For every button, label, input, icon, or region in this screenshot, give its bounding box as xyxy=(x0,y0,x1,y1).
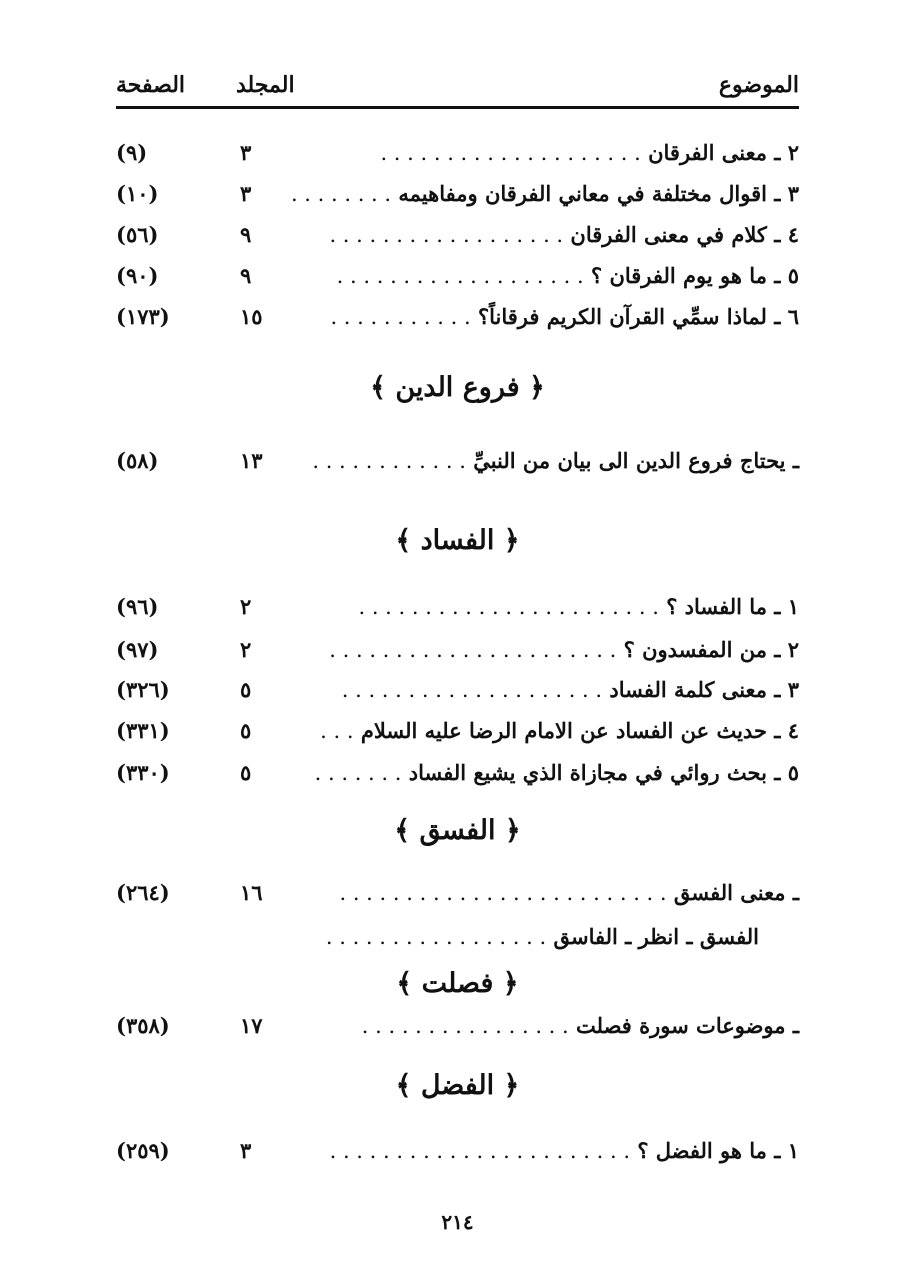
entry-page: (٥٦) xyxy=(116,222,159,247)
entry-title: ـ موضوعات سورة فصلت . . . . . . . . . . . . . . . . xyxy=(361,1013,799,1038)
entry-title: ٦ ـ لماذا سمِّي القرآن الكريم فرقاناً؟ . . . . . . . . . . . xyxy=(330,304,799,329)
header-page: الصفحة xyxy=(116,72,186,98)
entry-title: ٤ ـ حديث عن الفساد عن الامام الرضا عليه السلام . . . xyxy=(320,718,799,743)
entry-page: (٩٧) xyxy=(116,637,159,662)
entry-page: (٣٢٦) xyxy=(116,677,170,702)
entry-title: ٢ ـ معنى الفرقان . . . . . . . . . . . . . . . . . . . . xyxy=(380,140,799,165)
index-entry xyxy=(116,718,799,752)
leader-dots: . . . . . . . . . . . . . . . . xyxy=(361,1014,569,1038)
section-heading: ﴿ فروع الدين ﴾ xyxy=(370,372,545,403)
entry-page: (٢٥٩) xyxy=(116,1138,170,1163)
entry-volume: ١٧ xyxy=(240,1013,263,1038)
entry-title: ٣ ـ معنى كلمة الفساد . . . . . . . . . . . . . . . . . . . . xyxy=(341,677,799,702)
entry-page: (٣٥٨) xyxy=(116,1013,170,1038)
entry-page: (٣٣٠) xyxy=(116,760,170,785)
entry-volume: ٢ xyxy=(240,637,252,662)
entry-page: (١٠) xyxy=(116,181,159,206)
entry-title: ـ يحتاج فروع الدين الى بيان من النبيِّ . . . . . . . . . . . . xyxy=(312,448,799,473)
index-entry xyxy=(116,181,799,215)
entry-volume: ١٣ xyxy=(240,448,263,473)
entry-title: ٥ ـ بحث روائي في مجازاة الذي يشيع الفساد . . . . . . . xyxy=(314,760,799,785)
entry-page: (١٧٣) xyxy=(116,304,170,329)
entry-page: (٥٨) xyxy=(116,448,159,473)
entry-volume: ١٥ xyxy=(240,304,263,329)
entry-title: ٥ ـ ما هو يوم الفرقان ؟ . . . . . . . . . . . . . . . . . . . xyxy=(336,263,799,288)
entry-volume: ٩ xyxy=(240,222,252,247)
header-topic: الموضوع xyxy=(718,72,799,98)
index-entry xyxy=(116,140,799,174)
section-heading: ﴿ الفساد ﴾ xyxy=(395,525,520,556)
entry-page: (٢٦٤) xyxy=(116,880,170,905)
section-heading: ﴿ الفضل ﴾ xyxy=(395,1070,520,1101)
section-heading: ﴿ فصلت ﴾ xyxy=(396,968,519,999)
table-header xyxy=(116,66,799,109)
leader-dots: . . . . . . . xyxy=(314,761,402,785)
index-entry xyxy=(116,594,799,628)
entry-volume: ٣ xyxy=(240,181,252,206)
leader-dots: . . . . . . . . . . . . . . . . . . . . . . xyxy=(329,638,617,662)
index-entry xyxy=(116,880,799,914)
leader-dots: . . . xyxy=(320,719,354,743)
section-heading: ﴿ الفسق ﴾ xyxy=(394,815,521,846)
index-entry xyxy=(116,924,799,958)
index-entry xyxy=(116,1013,799,1047)
entry-title: ٢ ـ من المفسدون ؟ . . . . . . . . . . . . . . . . . . . . . . xyxy=(329,637,799,662)
entry-volume: ١٦ xyxy=(240,880,263,905)
leader-dots: . . . . . . . . . . . . . . . . . . . . xyxy=(341,678,603,702)
index-entry xyxy=(116,760,799,794)
leader-dots: . . . . . . . . . . . . . . . . . . . . . . . . . xyxy=(339,881,667,905)
header-volume: المجلد xyxy=(236,72,295,98)
index-entry xyxy=(116,263,799,297)
entry-page: (٩٠) xyxy=(116,263,159,288)
entry-page: (٣٣١) xyxy=(116,718,170,743)
entry-volume: ٥ xyxy=(240,677,252,702)
entry-title: الفسق ـ انظر ـ الفاسق . . . . . . . . . . . . . . . . . xyxy=(325,924,759,949)
entry-volume: ٥ xyxy=(240,718,252,743)
entry-volume: ٩ xyxy=(240,263,252,288)
entry-volume: ٣ xyxy=(240,140,252,165)
leader-dots: . . . . . . . . . . . . . . . . . xyxy=(325,925,547,949)
entry-title: ـ معنى الفسق . . . . . . . . . . . . . . . . . . . . . . . . . xyxy=(339,880,799,905)
index-entry xyxy=(116,677,799,711)
entry-title: ٤ ـ كلام في معنى الفرقان . . . . . . . . . . . . . . . . . . xyxy=(329,222,799,247)
leader-dots: . . . . . . . . . . . . . . . . . . . xyxy=(336,264,584,288)
index-entry xyxy=(116,448,799,482)
entry-title: ١ ـ ما هو الفضل ؟ . . . . . . . . . . . . . . . . . . . . . . . xyxy=(329,1138,799,1163)
entry-page: (٩٦) xyxy=(116,594,159,619)
leader-dots: . . . . . . . . . . . . . . . . . . xyxy=(329,223,564,247)
index-entry xyxy=(116,637,799,671)
leader-dots: . . . . . . . . . . . xyxy=(330,305,471,329)
index-entry xyxy=(116,222,799,256)
entry-volume: ٣ xyxy=(240,1138,252,1163)
page-number: ٢١٤ xyxy=(441,1210,474,1234)
entry-title: ١ ـ ما الفساد ؟ . . . . . . . . . . . . . . . . . . . . . . . xyxy=(358,594,799,619)
entry-title: ٣ ـ اقوال مختلفة في معاني الفرقان ومفاهيمه . . . . . . . . xyxy=(290,181,799,206)
entry-page: (٩) xyxy=(116,140,148,165)
entry-volume: ٥ xyxy=(240,760,252,785)
leader-dots: . . . . . . . . . . . . xyxy=(312,449,466,473)
index-entry xyxy=(116,1138,799,1172)
leader-dots: . . . . . . . . xyxy=(290,182,392,206)
leader-dots: . . . . . . . . . . . . . . . . . . . . xyxy=(380,141,641,165)
index-entry xyxy=(116,304,799,338)
leader-dots: . . . . . . . . . . . . . . . . . . . . . . . xyxy=(358,595,659,619)
leader-dots: . . . . . . . . . . . . . . . . . . . . . . . xyxy=(329,1139,630,1163)
entry-volume: ٢ xyxy=(240,594,252,619)
